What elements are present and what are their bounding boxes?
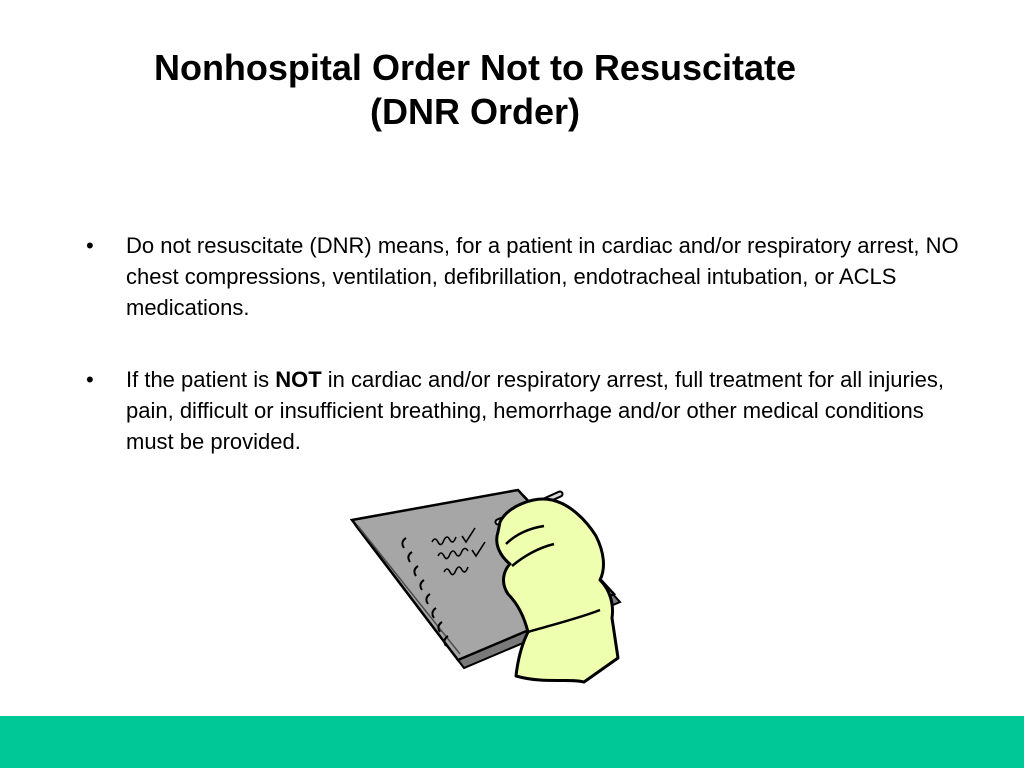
bullet-item bbox=[86, 364, 966, 457]
footer-bar bbox=[0, 716, 1024, 768]
slide-title-line-1: Nonhospital Order Not to Resuscitate bbox=[153, 47, 797, 88]
bullet-text: Do not resuscitate (DNR) means, for a patient in cardiac and/or respiratory arrest, NO chest compressions, ventilation, defibrillation, endotracheal intubation, or ACLS medications. bbox=[126, 233, 959, 320]
slide-title-line-2: (DNR Order) bbox=[369, 91, 580, 132]
bullet-marker: • bbox=[86, 233, 94, 258]
bullet-emphasis: NOT bbox=[275, 367, 322, 392]
bullet-text-post: in cardiac and/or respiratory arrest, full treatment for all injuries, pain, difficult or insufficient breathing, hemorrhage and/or other medical conditions must be provided. bbox=[126, 367, 945, 454]
writing-hand bbox=[497, 499, 618, 682]
bullet-list bbox=[86, 230, 966, 498]
bullet-item bbox=[86, 230, 966, 323]
bullet-text-pre: If the patient is bbox=[126, 367, 276, 392]
notebook-writing-hand-icon bbox=[348, 486, 628, 688]
bullet-marker: • bbox=[86, 367, 94, 392]
slide-title bbox=[60, 46, 890, 134]
